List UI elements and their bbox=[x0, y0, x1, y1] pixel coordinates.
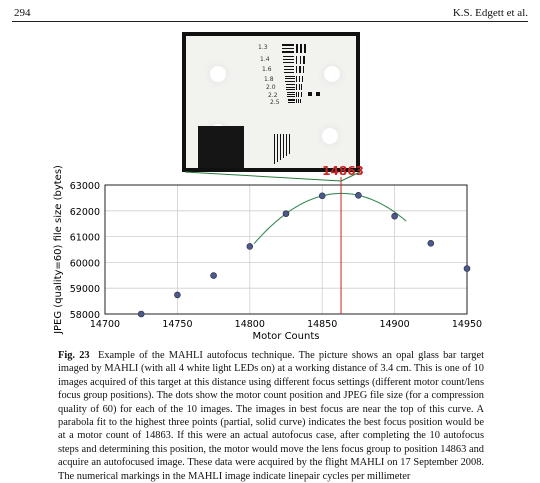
x-tick-label: 14850 bbox=[307, 319, 338, 330]
x-axis-label: Motor Counts bbox=[252, 331, 320, 342]
best-focus-label: 14863 bbox=[322, 164, 364, 178]
x-tick-label: 14950 bbox=[451, 319, 483, 330]
plot-frame bbox=[105, 185, 467, 314]
x-tick-label: 14800 bbox=[234, 319, 265, 330]
x-tick-label: 14750 bbox=[162, 319, 193, 330]
x-tick-label: 14900 bbox=[379, 319, 410, 330]
target-frequency-label: 1.3 bbox=[258, 44, 268, 51]
y-tick-label: 58000 bbox=[69, 310, 100, 321]
x-tick-labels bbox=[90, 319, 482, 330]
y-tick-labels bbox=[70, 181, 100, 321]
y-tick-label: 61000 bbox=[69, 232, 100, 244]
y-tick-label: 60000 bbox=[69, 258, 100, 270]
target-frequency-label: 2.0 bbox=[266, 84, 276, 92]
data-point bbox=[464, 266, 470, 272]
connector-line bbox=[185, 172, 341, 181]
y-tick-label: 63000 bbox=[69, 181, 100, 192]
data-point bbox=[211, 273, 217, 279]
data-point bbox=[392, 213, 398, 219]
running-header-authors: K.S. Edgett et al. bbox=[452, 7, 528, 19]
data-point bbox=[138, 311, 144, 317]
target-frequency-label: 2.2 bbox=[268, 92, 278, 99]
data-point bbox=[428, 240, 434, 246]
figure-caption bbox=[58, 349, 484, 483]
data-point bbox=[355, 192, 361, 198]
data-point bbox=[319, 193, 325, 199]
x-tick-label: 14700 bbox=[89, 319, 121, 330]
y-tick-label: 59000 bbox=[69, 284, 100, 296]
caption-text: Example of the MAHLI autofocus technique. The picture shows an opal glass bar target imaged by MAHLI (with all 4 white light LEDs on) at a working distance of 3.4 cm. This is one of 10 images acquired of this target at this distance using different focus settings (different motor count/lens focus group positions). The dots show the motor count position and JPEG file size (for a compression quality of 60) for each of the 10 images. The images in best focus are near the top of this curve. A parabola fit to the highest three points (partial, solid curve) indicates the best focus position would be at a motor count of 14863. If this were an actual autofocus case, after completing the 10 autofocus steps and determining this position, the motor would move the lens focus group to position 14863 and acquire an autofocused image. These data were acquired by the flight MAHLI on 17 September 2008. The numerical markings in the MAHLI image indicate linepair cycles per millimeter bbox=[58, 350, 485, 482]
figure-label: Fig. 23 bbox=[58, 350, 90, 361]
chart-grid bbox=[105, 185, 467, 314]
data-point bbox=[174, 292, 180, 298]
target-frequency-label: 1.4 bbox=[260, 55, 270, 63]
data-point bbox=[247, 243, 253, 249]
y-axis-label: JPEG (quality=60) file size (bytes) bbox=[53, 165, 64, 334]
parabola-fit-curve bbox=[254, 193, 406, 243]
target-frequency-label: 2.5 bbox=[270, 98, 280, 106]
target-frequency-label: 1.6 bbox=[262, 66, 272, 74]
target-frequency-label: 1.8 bbox=[264, 75, 274, 83]
data-point bbox=[283, 211, 289, 217]
page-number: 294 bbox=[14, 7, 31, 19]
y-tick-label: 62000 bbox=[69, 206, 100, 218]
